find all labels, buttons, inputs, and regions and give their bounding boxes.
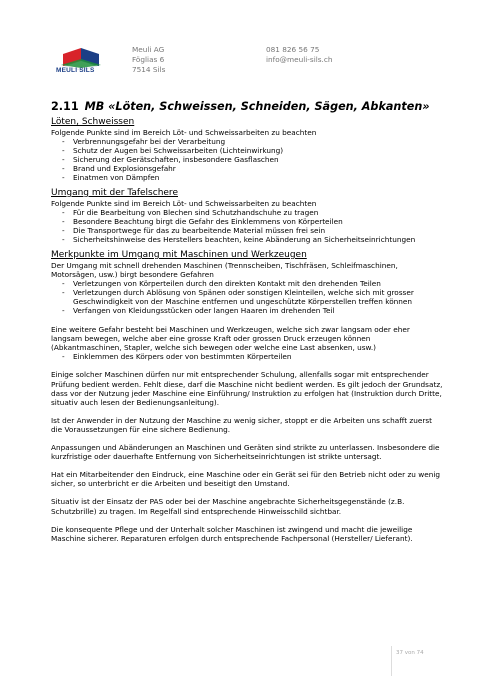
list-item: - Einatmen von Dämpfen: [51, 173, 443, 182]
list-item: - Einklemmen des Körpers oder von bestimmten Körperteilen: [51, 352, 443, 361]
list-item: - Verletzungen durch Ablösung von Spänen oder sonstigen Kleinteilen, welche sich mit grosser Geschwindigkeit von der Maschine entfernen und ungeschützte Körperstellen treffen können: [51, 288, 443, 306]
heavy-machines-list: [51, 352, 443, 361]
list-item: - Besondere Beachtung birgt die Gefahr des Einklemmens von Körperteilen: [51, 217, 443, 226]
section-intro: Folgende Punkte sind im Bereich Löt- und Schweissarbeiten zu beachten: [51, 127, 317, 137]
company-phone: 081 826 56 75: [266, 45, 320, 54]
section-intro: Der Umgang mit schnell drehenden Maschinen (Trennscheiben, Tischfräsen, Schleifmaschinen, Motorsägen, usw.) birgt besondere Gefahren: [51, 260, 398, 279]
paragraph: Einige solcher Maschinen dürfen nur mit entsprechender Schulung, allenfalls sogar mit entsprechender Prüfung bedient werden. Fehlt diese, darf die Maschine nicht bedient werden. Es gilt jedoch der Grundsatz, dass vor der Nutzung jeder Maschine eine Einführung/ Instruktion zu erfolgen hat (Instruktion durch Dritte, situativ auch lesen der Bedienungsanleitung).: [51, 370, 443, 407]
list-item: - Sicherheitshinweise des Herstellers beachten, keine Abänderung an Sicherheitseinrichtungen: [51, 235, 443, 244]
section-2: [51, 188, 443, 244]
company-contact: [266, 45, 333, 65]
paragraphs-container: [51, 370, 443, 542]
paragraph: Anpassungen und Abänderungen an Maschinen und Geräten sind strikte zu unterlassen. Insbesondere die kurzfristige oder dauerhafte Entfernung von Sicherheitseinrichtungen ist strikte untersagt.: [51, 443, 440, 462]
logo-text: MEULI SILS: [56, 67, 95, 74]
paragraph-heavy-machines: Eine weitere Gefahr besteht bei Maschinen und Werkzeugen, welche sich zwar langsam oder eher langsam bewegen, welche aber eine grosse Kraft oder grossen Druck erzeugen können (Abkantmaschinen, Stapler, welche sich bewegen oder welche eine Last absenken, usw.): [51, 325, 410, 353]
page-number: 37 von 74: [396, 650, 424, 656]
section-heading: Merkpunkte im Umgang mit Maschinen und Werkzeugen: [51, 250, 307, 261]
paragraph: Hat ein Mitarbeitender den Eindruck, eine Maschine oder ein Gerät sei für den Betrieb nicht oder zu wenig sicher, so unterbricht er die Arbeiten und beseitigt den Umstand.: [51, 470, 440, 489]
bullet-list: [51, 208, 443, 244]
list-item: - Für die Bearbeitung von Blechen sind Schutzhandschuhe zu tragen: [51, 208, 443, 217]
list-item: - Verbrennungsgefahr bei der Verarbeitung: [51, 137, 443, 146]
company-city: 7514 Sils: [132, 65, 166, 74]
sections-container: [51, 117, 443, 315]
company-address: [132, 45, 165, 75]
list-item: - Schutz der Augen bei Schweissarbeiten (Lichteinwirkung): [51, 146, 443, 155]
bullet-list: [51, 279, 443, 315]
list-item: - Die Transportwege für das zu bearbeitende Material müssen frei sein: [51, 226, 443, 235]
company-email[interactable]: info@meuli-sils.ch: [266, 55, 333, 64]
section-intro: Folgende Punkte sind im Bereich Löt- und Schweissarbeiten zu beachten: [51, 198, 317, 208]
company-name: Meuli AG: [132, 45, 165, 54]
paragraph: Die konsequente Pflege und der Unterhalt solcher Maschinen ist zwingend und macht die jeweilige Maschine sicherer. Reparaturen erfolgen durch entsprechende Fachpersonal (Hersteller/ Lieferant).: [51, 524, 413, 543]
page-title: [51, 100, 443, 114]
list-item: - Verletzungen von Körperteilen durch den direkten Kontakt mit den drehenden Teilen: [51, 279, 443, 288]
document-body: [51, 100, 443, 543]
section-1: [51, 117, 443, 182]
list-item: - Sicherung der Gerätschaften, insbesondere Gasflaschen: [51, 155, 443, 164]
list-item: - Verfangen von Kleidungsstücken oder langen Haaren im drehenden Teil: [51, 306, 443, 315]
section-heading: Umgang mit der Tafelschere: [51, 188, 178, 199]
section-title: MB «Löten, Schweissen, Schneiden, Sägen, Abkanten»: [84, 100, 430, 113]
paragraph: Ist der Anwender in der Nutzung der Maschine zu wenig sicher, stoppt er die Arbeiten uns schafft zuerst die Voraussetzungen für eine sichere Bedienung.: [51, 415, 433, 434]
company-street: Föglias 6: [132, 55, 165, 64]
section-3: [51, 250, 443, 315]
paragraph: Situativ ist der Einsatz der PAS oder bei der Maschine angebrachte Sicherheitsgegenstände (z.B. Schutzbrille) zu tragen. Im Regelfall sind entsprechende Hinweisschild sichtbar.: [51, 497, 405, 516]
list-item: - Brand und Explosionsgefahr: [51, 164, 443, 173]
section-heading: Löten, Schweissen: [51, 117, 135, 127]
footer-divider: [391, 646, 392, 676]
section-number: 2.11: [51, 100, 79, 113]
bullet-list: [51, 137, 443, 182]
logo-mark-icon: [59, 44, 103, 80]
